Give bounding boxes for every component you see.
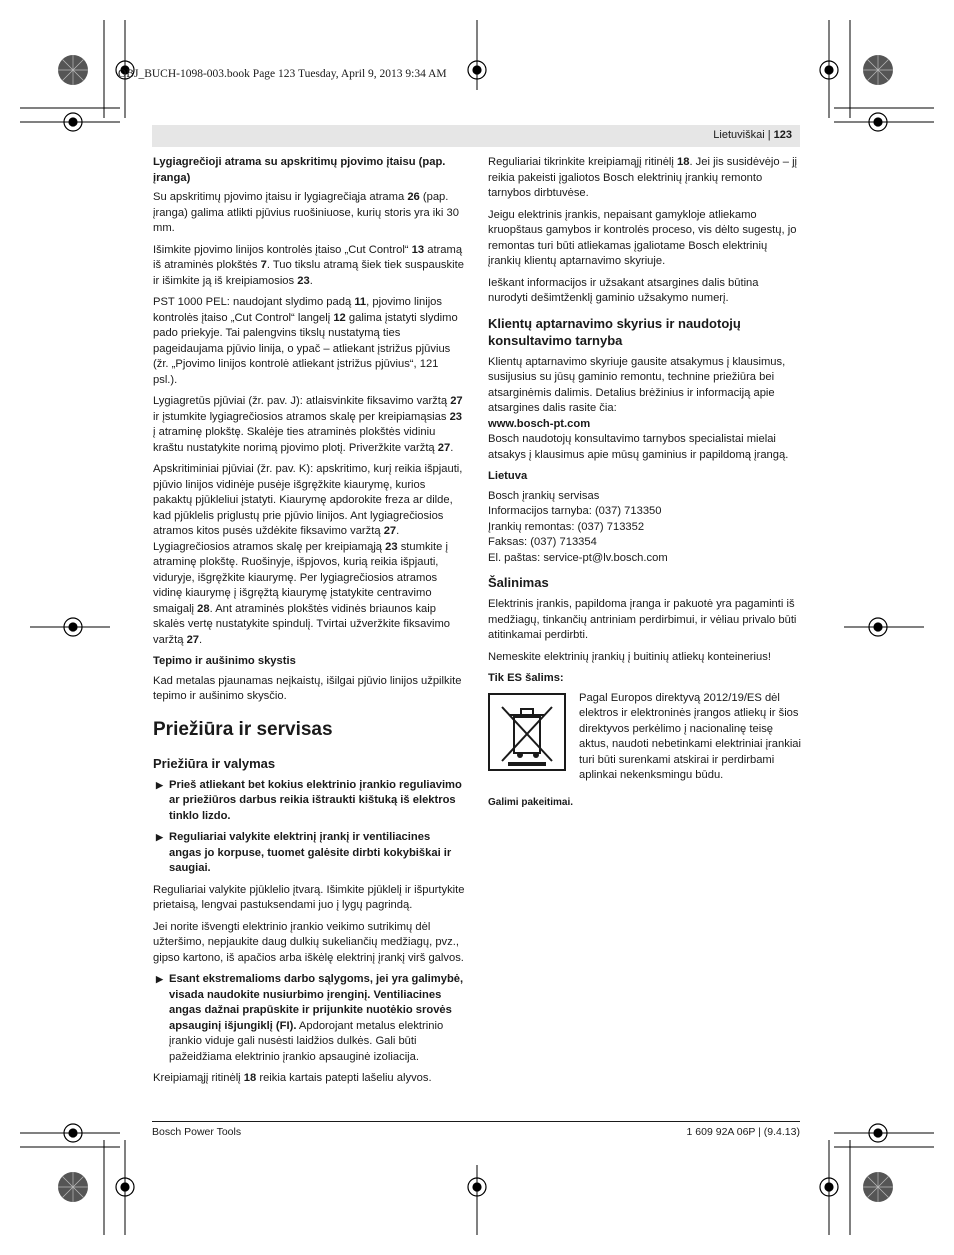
address-line: Bosch įrankių servisas — [488, 489, 600, 502]
bullet-triangle-icon: ▶ — [156, 974, 163, 984]
paragraph: Bosch naudotojų konsultavimo tarnybos specialistai mielai atsakys į klausimus apie mūsų gaminius ir papildomą įrangą. — [488, 433, 789, 461]
paragraph: Išimkite pjovimo linijos kontrolės įtaiso „Cut Control“ 13 atramą iš atraminės plokštės 7. Tuo tikslu atramą šiek tiek suspauskite ir išimkite ją iš kreipiamosios 23. — [153, 243, 464, 287]
section-heading-cleaning: Priežiūra ir valymas — [153, 755, 276, 771]
right-column — [488, 155, 800, 816]
address-line: Įrankių remontas: (037) 713352 — [488, 520, 645, 533]
weee-block — [488, 691, 800, 791]
section-heading-customer-service: Klientų aptarnavimo skyrius ir naudotojų konsultavimo tarnyba — [488, 315, 741, 348]
page-number: 123 — [773, 129, 792, 141]
left-column — [153, 155, 465, 1093]
warning-bullet: ▶ Reguliariai valykite elektrinį įrankį ir ventiliacines angas jo korpuse, tuomet galėsite dirbti kokybiškai ir saugiai. — [156, 831, 452, 874]
paragraph: Klientų aptarnavimo skyriuje gausite atsakymus į klausimus, susijusius su jūsų gaminio remontu, technine priežiūra bei atsarginėmis dalimis. Detalius brėžinius ir informaciją apie atsargines dalis rasite čia: — [488, 355, 786, 414]
footer-brand: Bosch Power Tools — [152, 1126, 242, 1138]
paragraph: Kad metalas pjaunamas neįkaistų, išilgai pjūvio linijos užpilkite tepimo ir aušinimo skysčio. — [153, 674, 462, 702]
section-heading-coolant: Tepimo ir aušinimo skystis — [153, 655, 296, 667]
email-line: El. paštas: service-pt@lv.bosch.com — [488, 551, 668, 564]
paragraph: Apskritiminiai pjūviai (žr. pav. K): apskritimo, kurį reikia išpjauti, pjūvio linijos vidinėje pusėje išgręžkite kiaurymę, kurios pakaktų pjūkleliui įstatyti. Kiaurymę apdorokite freza ar dilde, kad pjūklelis priglustų prie pjūvio linijos. Ant lygiagrečiosios atramos kitos pusės uždėkite fiksavimo varžtą 27. Lygiagrečiosios atramos skalę per kreipiamąją 23 stumkite į atraminę plokštę. Ruošinyje, išpjovos, kurią reikia išpjauti, viduryje, išgręžkite kiaurymę. Per lygiagrečiosios atramos vidinę kiaurymę į išgręžtą kiaurymę įstatykite centravimo smaigalį 28. Ant atraminės plokštės vidinės briaunos kaip skalės vertę nustatykite spindulį. Tvirtai užveržkite fiksavimo varžtą 27. — [153, 463, 463, 646]
crossed-out-wheelie-bin-icon — [488, 693, 566, 771]
footer-doc-code: 1 609 92A 06P | (9.4.13) — [686, 1126, 800, 1138]
website-link[interactable]: www.bosch-pt.com — [488, 417, 591, 430]
eu-heading: Tik ES šalims: — [488, 672, 564, 684]
changes-note: Galimi pakeitimai. — [488, 796, 574, 808]
book-info-line: OBJ_BUCH-1098-003.book Page 123 Tuesday, April 9, 2013 9:34 AM — [118, 68, 447, 80]
paragraph: PST 1000 PEL: naudojant slydimo padą 11, pjovimo linijos kontrolės įtaiso „Cut Control“ langelį 12 galima įstatyti slydimo pado priekyje. Tai palengvins tikslų nustatymą ties pageidaujama pjūvio linija, o ypač – atliekant įstrižus pjūvius (žr. „Pjovimo linijos kontrolė atliekant įstrižus pjūvius“, 121 psl.). — [153, 296, 458, 386]
section-heading-parallel-guide: Lygiagrečioji atrama su apskritimų pjovimo įtaisu (pap. įranga) — [153, 156, 446, 184]
paragraph: Lygiagretūs pjūviai (žr. pav. J): atlaisvinkite fiksavimo varžtą 27 ir įstumkite lygiagrečiosios atramos skalę per kreipiamąsias 23 į atraminę plokštę. Skalėje ties atraminės plokštės vidiniu kraštu nustatykite norimą pjovimo plotį. Priveržkite varžtą 27. — [153, 395, 463, 454]
paragraph: Nemeskite elektrinių įrankių į buitinių atliekų konteinerius! — [488, 650, 771, 663]
section-heading-disposal: Šalinimas — [488, 575, 549, 590]
running-header — [152, 125, 800, 147]
paragraph: Reguliariai tikrinkite kreipiamąjį ritinėlį 18. Jei jis susidėvėjo – jį reikia pakeisti įgaliotos Bosch elektrinių įrankių remonto tarnybos dirbtuvėse. — [488, 156, 798, 199]
chapter-heading-maintenance: Priežiūra ir servisas — [153, 718, 333, 740]
paragraph: Kreipiamąjį ritinėlį 18 reikia kartais patepti lašeliu alyvos. — [153, 1072, 432, 1084]
paragraph: Reguliariai valykite pjūklelio įtvarą. Išimkite pjūklelį ir išpurtykite prietaisą, lengvai pastuksendami juo į lygų pagrindą. — [153, 883, 465, 911]
paragraph: Jeigu elektrinis įrankis, nepaisant gamykloje atliekamo kruopštaus gamybos ir kontrolės proceso, vis dėlto sugestų, jo remontas turi būti atliekamas įgaliotame Bosch elektrinių įrankių klientų aptarnavimo skyriuje. — [488, 208, 797, 267]
paragraph: Su apskritimų pjovimo įtaisu ir lygiagrečiąja atrama 26 (pap. įranga) galima atlikti pjūvius ruošiniuose, kurių storis yra iki 30 mm. — [153, 191, 459, 234]
paragraph: Jei norite išvengti elektrinio įrankio veikimo sutrikimų dėl užteršimo, nepjaukite daug dulkių sukeliančių medžiagų, pvz., gipso kartono, iš apačios arba iškėlę elektrinį įrankį virš galvos. — [153, 920, 464, 964]
address-block — [488, 489, 800, 567]
warning-bullet: ▶ Prieš atliekant bet kokius elektrinio įrankio reguliavimo ar priežiūros darbus reikia ištraukti kištuką iš elektros tinklo lizdo. — [156, 778, 462, 822]
warning-bullet: ▶ Esant ekstremalioms darbo sąlygoms, jei yra galimybė, visada naudokite nusiurbimo įrenginį. Ventiliacines angas dažnai prapūskite ir prijunkite nuotėkio srovės apsauginį išjungiklį (FI). Apdorojant metalus elektrinio įrankio viduje gali nusėsti laidžios dulkės. Gali būti pažeidžiama elektrinio įrankio apsauginė izoliacija. — [156, 973, 464, 1063]
paragraph: Elektrinis įrankis, papildoma įranga ir pakuotė yra pagaminti iš medžiagų, tinkančių antriniam perdirbimui, ir vėliau privalo būti atitinkamai perdirbti. — [488, 598, 797, 641]
weee-text: Pagal Europos direktyvą 2012/19/ES dėl elektros ir elektroninės įrangos atliekų ir šios direktyvos perkėlimo į nacionalinę teisę aktus, naudoti nebetinkami elektriniai įrankiai turi būti surenkami atskirai ir perdirbami aplinkai nekenksmingu būdu. — [579, 691, 802, 781]
bullet-triangle-icon: ▶ — [156, 832, 163, 842]
paragraph: Ieškant informacijos ir užsakant atsargines dalis būtina nurodyti dešimtženklį gaminio užsakymo numerį. — [488, 276, 759, 304]
footer-rule — [152, 1121, 800, 1122]
header-separator: | — [764, 129, 774, 141]
address-line: Faksas: (037) 713354 — [488, 536, 597, 548]
address-line: Informacijos tarnyba: (037) 713350 — [488, 505, 662, 517]
bullet-triangle-icon: ▶ — [156, 779, 163, 790]
header-language — [713, 129, 792, 141]
header-language-name: Lietuviškai — [713, 129, 765, 141]
country-heading: Lietuva — [488, 470, 528, 482]
